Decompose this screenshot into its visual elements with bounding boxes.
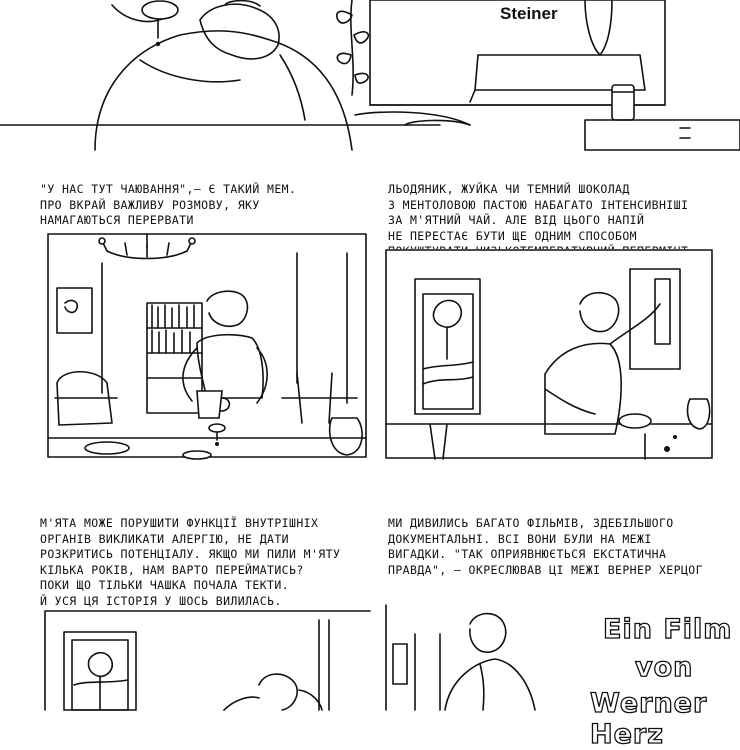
caption-panel-2: ЛЬОДЯНИК, ЖУЙКА ЧИ ТЕМНИЙ ШОКОЛАД З МЕНТОЛОВОЮ ПАСТОЮ НАБАГАТО ІНТЕНСИВНІШІ ЗА М'ЯТНИЙ ЧАЙ. АЛЕ ВІД ЦЬОГО НАПІЙ НЕ ПЕРЕСТАЄ БУТИ ЩЕ ОДНИМ СПОСОБОМ [388,182,689,243]
shelf-panel-drawing [385,249,713,459]
caption-panel-1: "У НАС ТУТ ЧАЮВАННЯ",— Є ТАКИЙ МЕМ. ПРО ВКРАЙ ВАЖЛИВУ РОЗМОВУ, ЯКУ НАМАГАЮТЬСЯ ПЕРЕРВАТИ [40,182,297,227]
film-title-line-2: von [635,652,694,683]
sign-text: Steiner [500,4,558,23]
caption-panel-3: М'ЯТА МОЖЕ ПОРУШИТИ ФУНКЦІЇ ВНУТРІШНІХ ОРГАНІВ ВИКЛИКАТИ АЛЕРГІЮ, НЕ ДАТИ РОЗКРИТИСЬ ПОТЕНЦІАЛУ. ЯКЩО МИ ПИЛИ М'ЯТУ КІЛЬКА РОКІВ, НАМ ВАРТО ПЕРЕЙМАТИСЬ? ПОКИ ЩО ТІЛЬКИ ЧАШКА ПОЧАЛА ТЕКТИ. Й УСЯ ЦЯ ІСТОРІЯ У ШОСЬ ВИЛИЛАСЬ. [40,516,341,608]
shelf-panel [385,249,713,459]
top-panel [0,0,740,150]
top-panel-drawing [0,0,740,150]
film-title-panel [385,604,740,750]
kitchen-panel-drawing [47,233,367,458]
kitchen-panel [47,233,367,458]
film-title-line-1: Ein Film [603,614,733,645]
window-panel [44,610,370,710]
film-title-line-3: Werner Herz [590,688,708,750]
window-panel-drawing [44,610,370,710]
caption-panel-4: МИ ДИВИЛИСЬ БАГАТО ФІЛЬМІВ, ЗДЕБІЛЬШОГО ДОКУМЕНТАЛЬНІ. ВСІ ВОНИ БУЛИ НА МЕЖІ ВИГАДКИ. "ТАК ОПРИЯВНЮЄТЬСЯ ЕКСТАТИЧНА ПРАВДА", — ОКРЕСЛЮВАВ ЦІ МЕЖІ ВЕРНЕР ХЕРЦОГ [388,516,703,577]
